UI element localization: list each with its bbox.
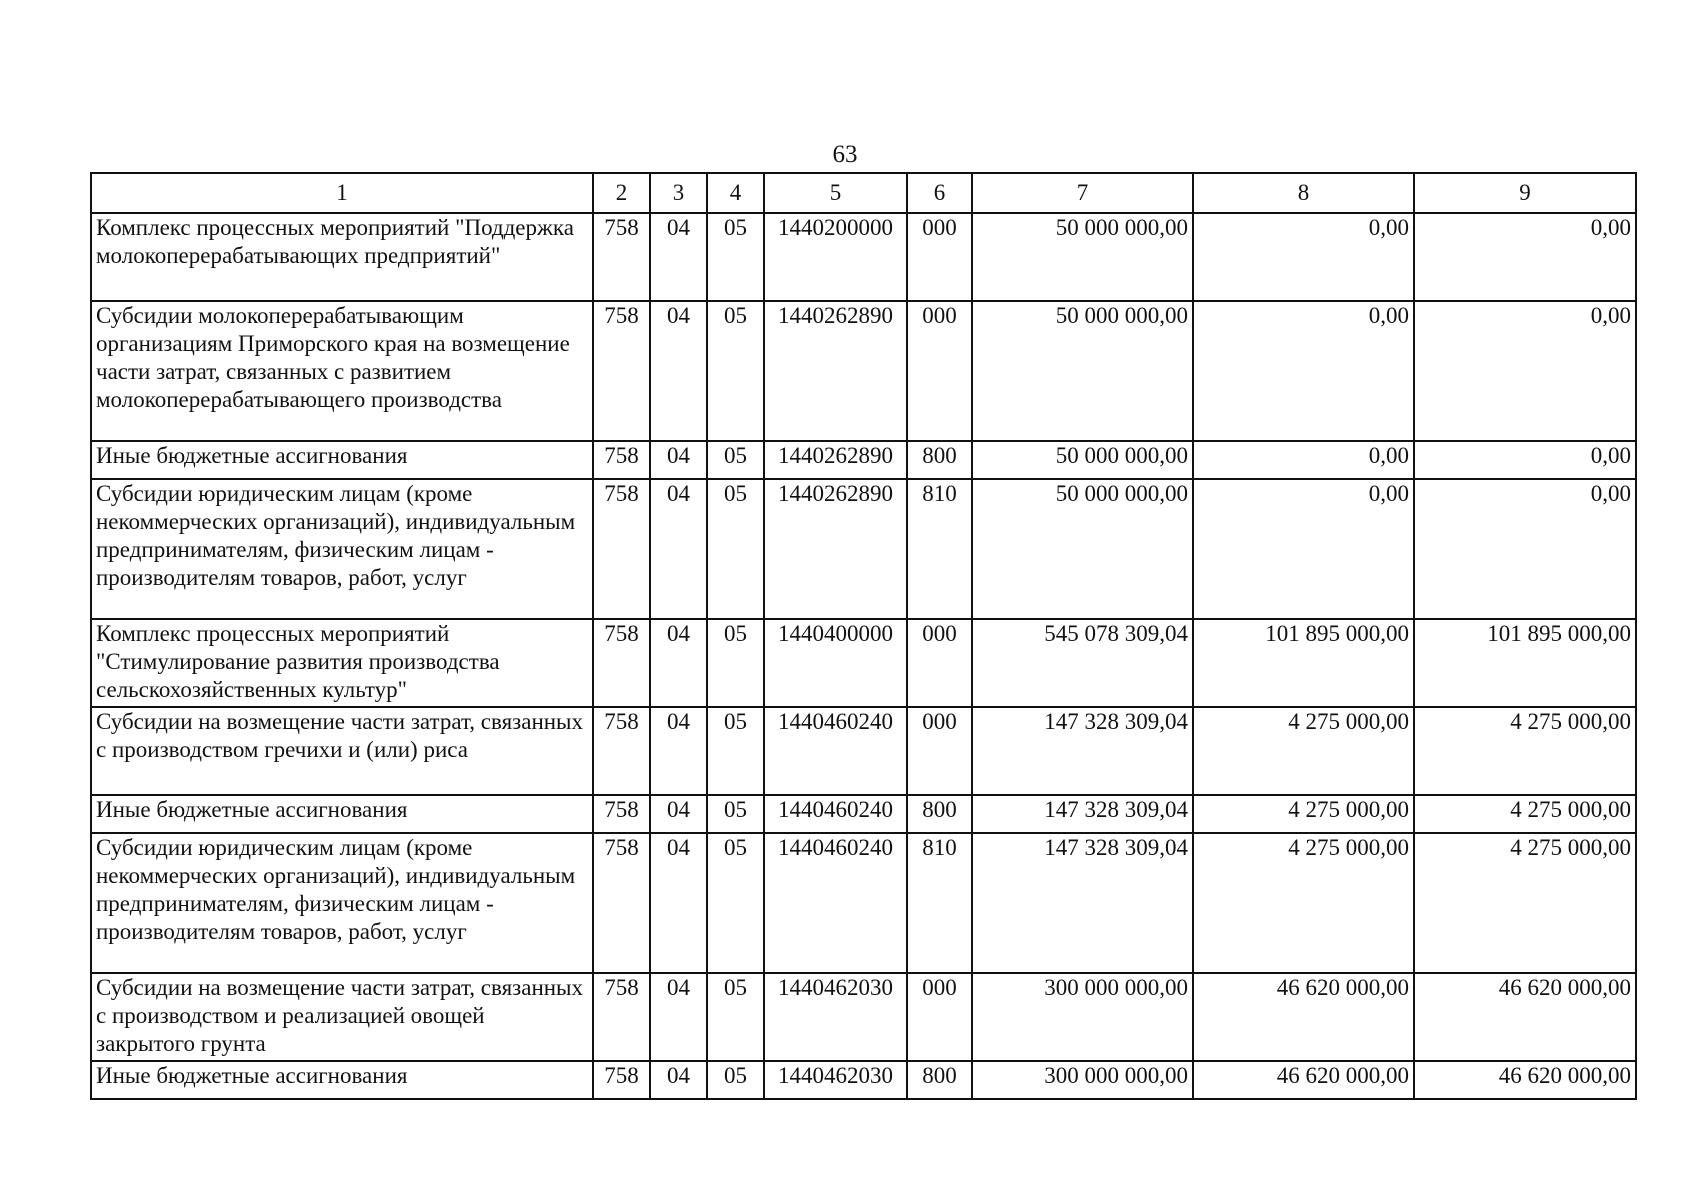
amount-col9: 0,00 bbox=[1414, 301, 1636, 441]
target-code: 1440262890 bbox=[764, 441, 907, 479]
amount-col8: 0,00 bbox=[1193, 301, 1414, 441]
table-row bbox=[91, 619, 1636, 707]
section-code: 04 bbox=[650, 707, 707, 795]
table-row bbox=[91, 213, 1636, 301]
amount-col8: 4 275 000,00 bbox=[1193, 707, 1414, 795]
expense-type-code: 800 bbox=[907, 795, 972, 833]
header-row bbox=[91, 173, 1636, 213]
admin-code: 758 bbox=[593, 479, 650, 619]
row-name: Субсидии на возмещение части затрат, связанных с производством и реализацией овощей закрытого грунта bbox=[91, 973, 593, 1061]
subsection-code: 05 bbox=[707, 707, 764, 795]
amount-col9: 101 895 000,00 bbox=[1414, 619, 1636, 707]
amount-col7: 147 328 309,04 bbox=[972, 707, 1193, 795]
subsection-code: 05 bbox=[707, 479, 764, 619]
amount-col9: 46 620 000,00 bbox=[1414, 1061, 1636, 1099]
amount-col9: 4 275 000,00 bbox=[1414, 833, 1636, 973]
amount-col7: 300 000 000,00 bbox=[972, 973, 1193, 1061]
section-code: 04 bbox=[650, 213, 707, 301]
column-header: 8 bbox=[1193, 173, 1414, 213]
table-row bbox=[91, 1061, 1636, 1099]
row-name: Субсидии юридическим лицам (кроме некоммерческих организаций), индивидуальным предпринимателям, физическим лицам - производителям товаров, работ, услуг bbox=[91, 833, 593, 973]
amount-col7: 50 000 000,00 bbox=[972, 301, 1193, 441]
subsection-code: 05 bbox=[707, 301, 764, 441]
row-name: Субсидии на возмещение части затрат, связанных с производством гречихи и (или) риса bbox=[91, 707, 593, 795]
expense-type-code: 000 bbox=[907, 973, 972, 1061]
amount-col8: 0,00 bbox=[1193, 213, 1414, 301]
column-header: 6 bbox=[907, 173, 972, 213]
table-row bbox=[91, 441, 1636, 479]
subsection-code: 05 bbox=[707, 833, 764, 973]
amount-col7: 147 328 309,04 bbox=[972, 795, 1193, 833]
expense-type-code: 000 bbox=[907, 213, 972, 301]
table-row bbox=[91, 833, 1636, 973]
expense-type-code: 800 bbox=[907, 1061, 972, 1099]
admin-code: 758 bbox=[593, 707, 650, 795]
subsection-code: 05 bbox=[707, 441, 764, 479]
amount-col7: 147 328 309,04 bbox=[972, 833, 1193, 973]
table-header bbox=[91, 173, 1636, 213]
section-code: 04 bbox=[650, 441, 707, 479]
column-header: 9 bbox=[1414, 173, 1636, 213]
section-code: 04 bbox=[650, 833, 707, 973]
column-header: 2 bbox=[593, 173, 650, 213]
row-name: Иные бюджетные ассигнования bbox=[91, 795, 593, 833]
table-row bbox=[91, 795, 1636, 833]
amount-col9: 4 275 000,00 bbox=[1414, 795, 1636, 833]
table-row bbox=[91, 707, 1636, 795]
section-code: 04 bbox=[650, 1061, 707, 1099]
section-code: 04 bbox=[650, 479, 707, 619]
admin-code: 758 bbox=[593, 301, 650, 441]
column-header: 5 bbox=[764, 173, 907, 213]
target-code: 1440460240 bbox=[764, 707, 907, 795]
target-code: 1440462030 bbox=[764, 973, 907, 1061]
amount-col7: 50 000 000,00 bbox=[972, 213, 1193, 301]
amount-col8: 0,00 bbox=[1193, 441, 1414, 479]
target-code: 1440262890 bbox=[764, 479, 907, 619]
target-code: 1440262890 bbox=[764, 301, 907, 441]
amount-col8: 46 620 000,00 bbox=[1193, 1061, 1414, 1099]
page-number: 63 bbox=[832, 141, 858, 168]
target-code: 1440460240 bbox=[764, 833, 907, 973]
amount-col9: 46 620 000,00 bbox=[1414, 973, 1636, 1061]
subsection-code: 05 bbox=[707, 795, 764, 833]
admin-code: 758 bbox=[593, 795, 650, 833]
expense-type-code: 000 bbox=[907, 707, 972, 795]
subsection-code: 05 bbox=[707, 619, 764, 707]
column-header: 3 bbox=[650, 173, 707, 213]
amount-col7: 50 000 000,00 bbox=[972, 479, 1193, 619]
row-name: Субсидии юридическим лицам (кроме некоммерческих организаций), индивидуальным предпринимателям, физическим лицам - производителям товаров, работ, услуг bbox=[91, 479, 593, 619]
admin-code: 758 bbox=[593, 833, 650, 973]
target-code: 1440460240 bbox=[764, 795, 907, 833]
expense-type-code: 810 bbox=[907, 479, 972, 619]
amount-col9: 4 275 000,00 bbox=[1414, 707, 1636, 795]
expense-type-code: 800 bbox=[907, 441, 972, 479]
amount-col9: 0,00 bbox=[1414, 213, 1636, 301]
section-code: 04 bbox=[650, 301, 707, 441]
admin-code: 758 bbox=[593, 213, 650, 301]
expense-type-code: 000 bbox=[907, 301, 972, 441]
amount-col8: 4 275 000,00 bbox=[1193, 795, 1414, 833]
table-row bbox=[91, 973, 1636, 1061]
amount-col8: 101 895 000,00 bbox=[1193, 619, 1414, 707]
expense-type-code: 810 bbox=[907, 833, 972, 973]
row-name: Иные бюджетные ассигнования bbox=[91, 441, 593, 479]
target-code: 1440200000 bbox=[764, 213, 907, 301]
expense-type-code: 000 bbox=[907, 619, 972, 707]
subsection-code: 05 bbox=[707, 1061, 764, 1099]
section-code: 04 bbox=[650, 795, 707, 833]
subsection-code: 05 bbox=[707, 213, 764, 301]
amount-col8: 0,00 bbox=[1193, 479, 1414, 619]
table-row bbox=[91, 479, 1636, 619]
amount-col9: 0,00 bbox=[1414, 479, 1636, 619]
section-code: 04 bbox=[650, 973, 707, 1061]
amount-col8: 4 275 000,00 bbox=[1193, 833, 1414, 973]
budget-table bbox=[90, 172, 1637, 1100]
amount-col7: 50 000 000,00 bbox=[972, 441, 1193, 479]
target-code: 1440400000 bbox=[764, 619, 907, 707]
row-name: Комплекс процессных мероприятий "Стимулирование развития производства сельскохозяйственных культур" bbox=[91, 619, 593, 707]
column-header: 1 bbox=[91, 173, 593, 213]
target-code: 1440462030 bbox=[764, 1061, 907, 1099]
admin-code: 758 bbox=[593, 441, 650, 479]
admin-code: 758 bbox=[593, 1061, 650, 1099]
column-header: 7 bbox=[972, 173, 1193, 213]
admin-code: 758 bbox=[593, 619, 650, 707]
amount-col7: 545 078 309,04 bbox=[972, 619, 1193, 707]
amount-col7: 300 000 000,00 bbox=[972, 1061, 1193, 1099]
table-body bbox=[91, 213, 1636, 1099]
column-header: 4 bbox=[707, 173, 764, 213]
admin-code: 758 bbox=[593, 973, 650, 1061]
row-name: Комплекс процессных мероприятий "Поддержка молокоперерабатывающих предприятий" bbox=[91, 213, 593, 301]
amount-col8: 46 620 000,00 bbox=[1193, 973, 1414, 1061]
subsection-code: 05 bbox=[707, 973, 764, 1061]
amount-col9: 0,00 bbox=[1414, 441, 1636, 479]
section-code: 04 bbox=[650, 619, 707, 707]
row-name: Субсидии молокоперерабатывающим организациям Приморского края на возмещение части затрат, связанных с развитием молокоперерабатывающего производства bbox=[91, 301, 593, 441]
table-row bbox=[91, 301, 1636, 441]
row-name: Иные бюджетные ассигнования bbox=[91, 1061, 593, 1099]
